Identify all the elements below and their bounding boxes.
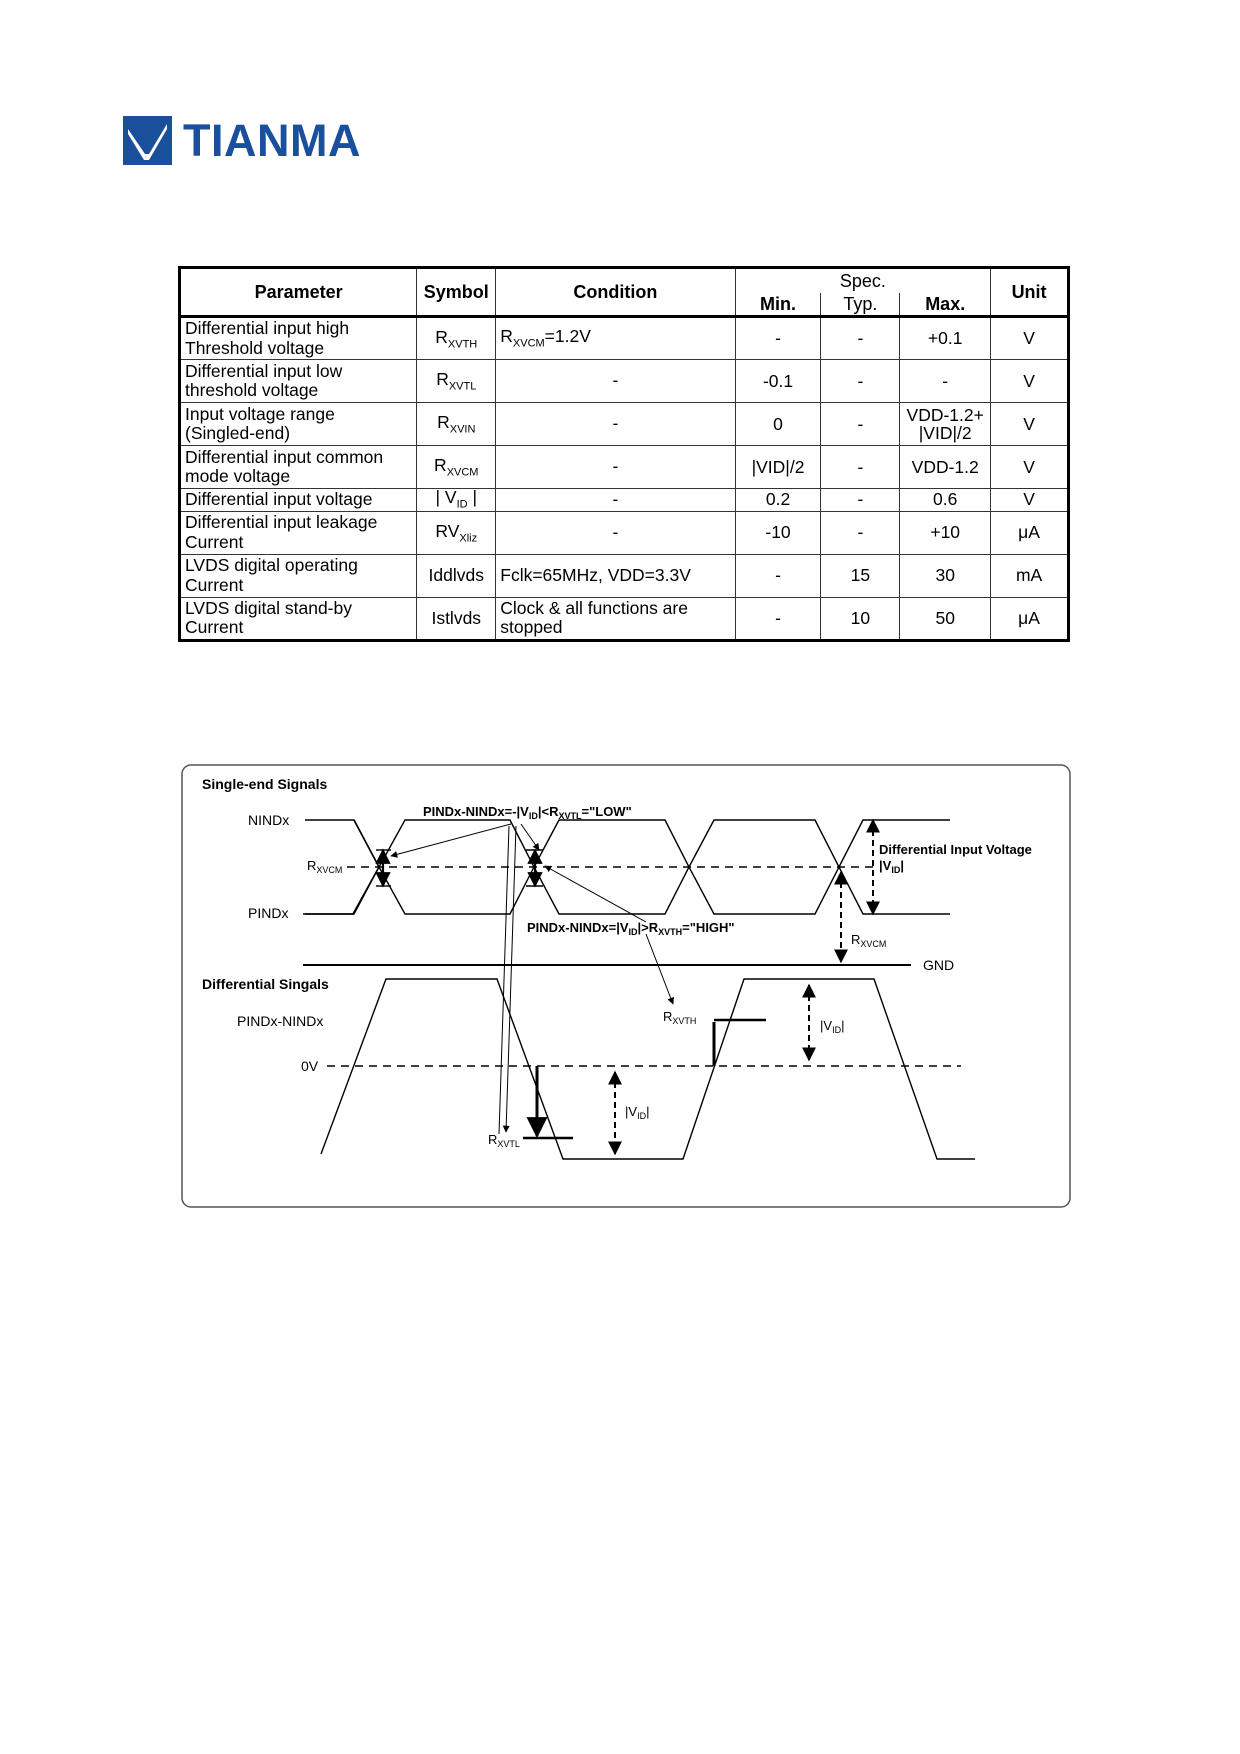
condition-cell: $R_{XVCM}=1.2V$ — [496, 317, 735, 360]
header-condition: Condition — [496, 268, 735, 317]
param-cell: Differential input low threshold voltage — [180, 360, 417, 403]
unit-cell: μA — [991, 511, 1069, 554]
vid-bottom-label: $|V_{ID}|$ — [625, 1104, 650, 1121]
unit-cell: μA — [991, 597, 1069, 640]
max-cell: VDD-1.2 — [900, 446, 991, 489]
header-unit: Unit — [991, 268, 1069, 317]
differential-input-voltage-label: Differential Input Voltage — [879, 842, 1032, 857]
unit-cell: mA — [991, 554, 1069, 597]
max-cell: VDD-1.2+ |VID|/2 — [900, 403, 991, 446]
header-parameter: Parameter — [180, 268, 417, 317]
min-cell: -10 — [735, 511, 821, 554]
max-cell: 30 — [900, 554, 991, 597]
typ-cell: 15 — [821, 554, 900, 597]
typ-cell: - — [821, 446, 900, 489]
param-cell: Differential input common mode voltage — [180, 446, 417, 489]
min-cell: - — [735, 317, 821, 360]
min-cell: -0.1 — [735, 360, 821, 403]
rxvth-label: $R_{XVTH}$ — [663, 1009, 697, 1026]
differential-signal-label: PINDx-NINDx — [237, 1013, 324, 1029]
condition-cell: - — [496, 446, 735, 489]
unit-cell: V — [991, 489, 1069, 512]
header-min: Min. — [735, 293, 821, 317]
symbol-cell: Iddlvds — [417, 554, 496, 597]
typ-cell: - — [821, 317, 900, 360]
max-cell: 0.6 — [900, 489, 991, 512]
tianma-logo — [123, 113, 361, 167]
condition-cell: - — [496, 360, 735, 403]
typ-cell: - — [821, 511, 900, 554]
unit-cell: V — [991, 317, 1069, 360]
condition-cell: - — [496, 489, 735, 512]
symbol-cell: $RV_{Xliz}$ — [417, 511, 496, 554]
table-row — [180, 360, 1069, 403]
table-row — [180, 446, 1069, 489]
vid-top-label: $|V_{ID}|$ — [820, 1018, 845, 1035]
table-row — [180, 554, 1069, 597]
differential-title: Differential Singals — [202, 976, 329, 992]
table-row — [180, 403, 1069, 446]
tianma-logo-mark — [123, 116, 172, 165]
condition-cell: Clock & all functions are stopped — [496, 597, 735, 640]
max-cell: - — [900, 360, 991, 403]
typ-cell: 10 — [821, 597, 900, 640]
symbol-cell: $R_{XVCM}$ — [417, 446, 496, 489]
rxvtl-label: $R_{XVTL}$ — [488, 1132, 520, 1149]
min-cell: 0.2 — [735, 489, 821, 512]
timing-diagram-svg — [181, 764, 1071, 1208]
unit-cell: V — [991, 403, 1069, 446]
gnd-label: GND — [923, 957, 955, 973]
header-typ: Typ. — [821, 293, 900, 317]
max-cell: +10 — [900, 511, 991, 554]
param-cell: Differential input voltage — [180, 489, 417, 512]
param-cell: Differential input leakage Current — [180, 511, 417, 554]
unit-cell: V — [991, 360, 1069, 403]
logo-text: TIANMA — [183, 114, 361, 166]
rxvcm-label-right: $R_{XVCM}$ — [851, 932, 887, 949]
table-row — [180, 597, 1069, 640]
lvds-spec-table — [178, 266, 1070, 642]
param-cell: Differential input high Threshold voltage — [180, 317, 417, 360]
condition-cell: - — [496, 511, 735, 554]
nindx-label: NINDx — [248, 812, 290, 828]
symbol-cell: Istlvds — [417, 597, 496, 640]
header-max: Max. — [900, 293, 991, 317]
rxvcm-label-left: $R_{XVCM}$ — [307, 858, 343, 875]
header-symbol: Symbol — [417, 268, 496, 317]
table-row — [180, 489, 1069, 512]
min-cell: - — [735, 554, 821, 597]
symbol-cell: | $V_{ID}$ | — [417, 489, 496, 512]
symbol-cell: $R_{XVTH}$ — [417, 317, 496, 360]
symbol-cell: $R_{XVIN}$ — [417, 403, 496, 446]
typ-cell: - — [821, 360, 900, 403]
typ-cell: - — [821, 489, 900, 512]
param-cell: LVDS digital stand-by Current — [180, 597, 417, 640]
typ-cell: - — [821, 403, 900, 446]
low-condition-label: PINDx-$NINDx=-|V_{ID}|<R_{XVTL}="LOW$" — [423, 804, 632, 821]
min-cell: 0 — [735, 403, 821, 446]
param-cell: Input voltage range (Singled-end) — [180, 403, 417, 446]
differential-waveform — [321, 979, 975, 1159]
zero-v-label: 0V — [301, 1058, 319, 1074]
min-cell: |VID|/2 — [735, 446, 821, 489]
table-row — [180, 317, 1069, 360]
unit-cell: V — [991, 446, 1069, 489]
eye-1 — [379, 820, 534, 914]
lvds-timing-diagram — [181, 764, 1071, 1208]
header-spec: Spec. — [735, 268, 991, 294]
param-cell: LVDS digital operating Current — [180, 554, 417, 597]
symbol-cell: $R_{XVTL}$ — [417, 360, 496, 403]
table-row — [180, 511, 1069, 554]
min-cell: - — [735, 597, 821, 640]
condition-cell: Fclk=65MHz, VDD=3.3V — [496, 554, 735, 597]
single-end-title: Single-end Signals — [202, 776, 328, 792]
max-cell: +0.1 — [900, 317, 991, 360]
condition-cell: - — [496, 403, 735, 446]
pindx-label: PINDx — [248, 905, 289, 921]
high-condition-label: PINDx-$NINDx=|V_{ID}|>R_{XVTH}="HIGH$" — [527, 920, 735, 937]
max-cell: 50 — [900, 597, 991, 640]
vid-label-top: $|V_{ID}|$ — [879, 858, 904, 875]
